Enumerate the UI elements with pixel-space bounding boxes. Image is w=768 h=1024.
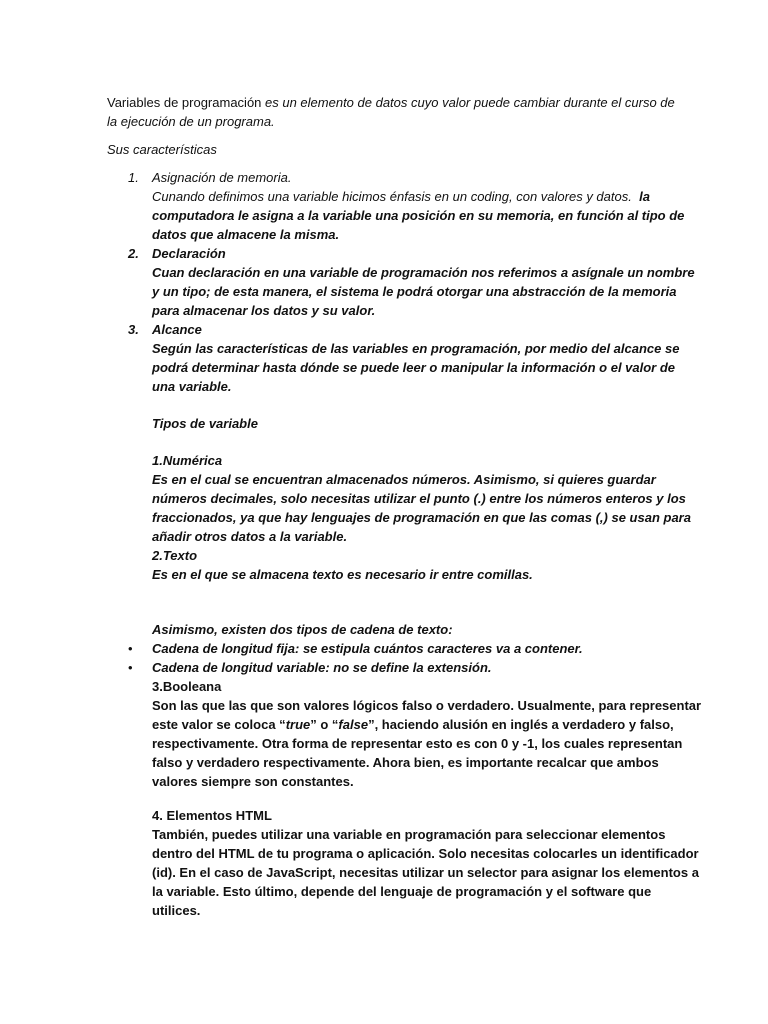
item-1-line-a: Cunando definimos una variable hicimos énfasis en un coding, con valores y datos. la — [152, 189, 650, 204]
item-2-title: Declaración — [152, 246, 226, 261]
html-line-1: También, puedes utilizar una variable en programación para seleccionar elementos — [152, 827, 666, 842]
html-title: 4. Elementos HTML — [152, 808, 272, 823]
booleana-line-3: respectivamente. Otra forma de representar esto es con 0 y -1, los cuales representan — [152, 736, 683, 751]
intro-line-1 — [107, 93, 675, 112]
item-3-number: 3. — [128, 322, 139, 337]
html-line-5: utilices. — [152, 903, 201, 918]
item-2-line-b: y un tipo; de esta manera, el sistema le podrá otorgar una abstracción de la memoria — [152, 284, 677, 299]
item-1-line-c: datos que almacene la misma. — [152, 227, 340, 242]
texto-line-1: Es en el que se almacena texto es necesario ir entre comillas. — [152, 567, 533, 582]
booleana-line-5: valores siempre son constantes. — [152, 774, 354, 789]
tipos-heading: Tipos de variable — [152, 416, 258, 431]
item-3-line-b: podrá determinar hasta dónde se puede leer o manipular la información o el valor de — [152, 360, 676, 375]
booleana-line-4: falso y verdadero respectivamente. Ahora bien, es importante recalcar que ambos — [152, 755, 659, 770]
intro-line-2: la ejecución de un programa. — [107, 114, 275, 129]
item-2-line-c: para almacenar los datos y su valor. — [152, 303, 376, 318]
item-3-line-c: una variable. — [152, 379, 232, 394]
numerica-line-3: fraccionados, ya que hay lenguajes de programación en que las comas (,) se usan para — [152, 510, 691, 525]
item-2-number: 2. — [128, 246, 139, 261]
numerica-line-4: añadir otros datos a la variable. — [152, 529, 348, 544]
bullet-1-symbol: • — [128, 641, 133, 656]
html-line-4: la variable. Esto último, depende del lenguaje de programación y el software que — [152, 884, 652, 899]
booleana-title: 3.Booleana — [152, 679, 222, 694]
item-2-line-a: Cuan declaración en una variable de programación nos referimos a asígnale un nombre — [152, 265, 695, 280]
booleana-section — [152, 677, 702, 791]
item-1-title: Asignación de memoria. — [152, 170, 292, 185]
item-2 — [152, 244, 695, 320]
item-3 — [152, 320, 680, 396]
html-section — [152, 806, 699, 920]
booleana-line-2: este valor se coloca “true” o “false”, haciendo alusión en inglés a verdadero y falso, — [152, 717, 674, 732]
item-3-title: Alcance — [152, 322, 202, 337]
cadena-bullet-1: Cadena de longitud fija: se estipula cuántos caracteres va a contener. — [152, 641, 583, 656]
item-1-line-b: computadora le asigna a la variable una posición en su memoria, en función al tipo de — [152, 208, 685, 223]
item-1-number: 1. — [128, 170, 139, 185]
intro-paragraph — [107, 93, 675, 131]
cadena-intro: Asimismo, existen dos tipos de cadena de texto: — [152, 622, 453, 637]
numerica-title: 1.Numérica — [152, 453, 223, 468]
intro-term: Variables de programación — [107, 95, 262, 110]
texto-title: 2.Texto — [152, 548, 198, 563]
html-line-2: dentro del HTML de tu programa o aplicación. Solo necesitas colocarles un identificador — [152, 846, 699, 861]
item-1 — [152, 168, 685, 244]
numerica-section — [152, 451, 691, 584]
bullet-2-symbol: • — [128, 660, 133, 675]
html-line-3: (id). En el caso de JavaScript, necesitas utilizar un selector para asignar los elementos a — [152, 865, 699, 880]
sus-caracteristicas-heading: Sus características — [107, 142, 217, 157]
cadena-bullet-2: Cadena de longitud variable: no se define la extensión. — [152, 660, 492, 675]
booleana-line-1: Son las que las que son valores lógicos falso o verdadero. Usualmente, para representar — [152, 698, 702, 713]
numerica-line-1: Es en el cual se encuentran almacenados números. Asimismo, si quieres guardar — [152, 472, 656, 487]
numerica-line-2: números decimales, solo necesitas utilizar el punto (.) entre los números enteros y los — [152, 491, 686, 506]
item-3-line-a: Según las características de las variables en programación, por medio del alcance se — [152, 341, 680, 356]
intro-definition: es un elemento de datos cuyo valor puede cambiar durante el curso de — [261, 95, 675, 110]
